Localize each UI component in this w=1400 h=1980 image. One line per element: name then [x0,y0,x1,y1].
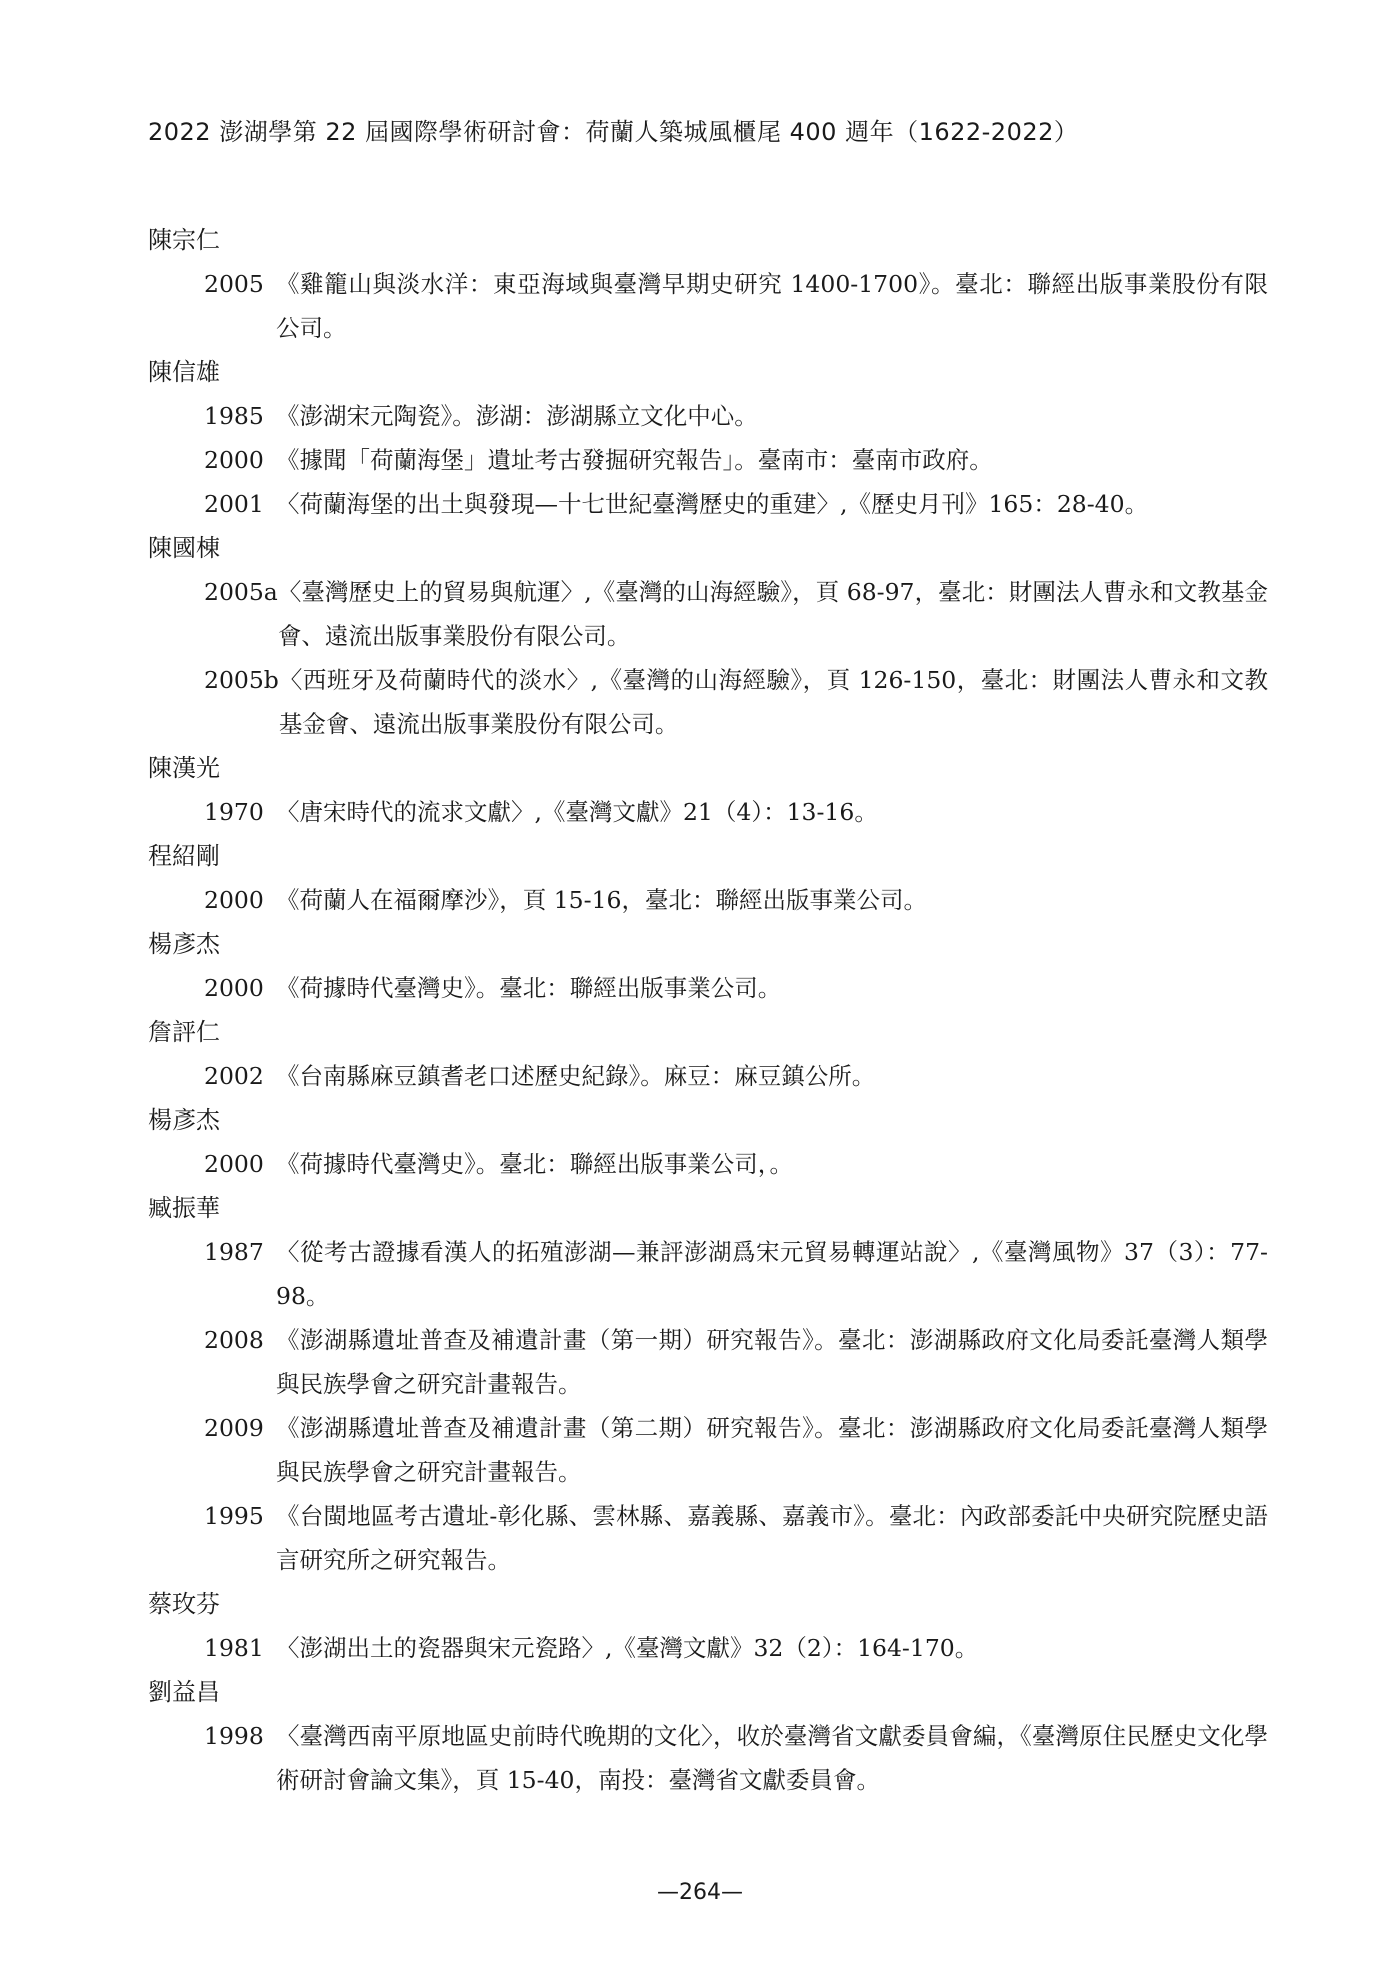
reference-author: 陳信雄 [148,358,220,386]
reference-list [148,218,1268,1802]
reference-text: 《澎湖宋元陶瓷》。澎湖：澎湖縣立文化中心。 [276,402,758,430]
reference-text: 《荷蘭人在福爾摩沙》，頁 15-16，臺北：聯經出版事業公司。 [276,886,927,914]
reference-year: 2009 [204,1414,264,1442]
reference-text: 《雞籠山與淡水洋：東亞海域與臺灣早期史研究 1400-1700》。臺北：聯經出版事業股份有限公司。 [276,270,1268,342]
reference-text: 《台南縣麻豆鎮耆老口述歷史紀錄》。麻豆：麻豆鎮公所。 [276,1062,876,1090]
reference-entry [204,1318,1268,1406]
reference-author: 詹評仁 [148,1018,220,1046]
reference-year: 1985 [204,402,264,430]
reference-year: 2000 [204,886,264,914]
reference-year: 2000 [204,974,264,1002]
reference-author: 劉益昌 [148,1678,220,1706]
reference-year: 2008 [204,1326,264,1354]
reference-author: 楊彥杰 [148,930,220,958]
reference-author: 陳國棟 [148,534,220,562]
reference-entry [204,658,1268,746]
reference-entry [204,1230,1268,1318]
reference-author: 臧振華 [148,1194,220,1222]
reference-entry [204,966,1268,1010]
reference-year: 2000 [204,446,264,474]
reference-text: 《荷據時代臺灣史》。臺北：聯經出版事業公司，。 [276,1150,793,1178]
reference-entry [204,438,1268,482]
reference-text: 《澎湖縣遺址普查及補遺計畫（第一期）研究報告》。臺北：澎湖縣政府文化局委託臺灣人類學與民族學會之研究計畫報告。 [276,1326,1268,1398]
reference-year: 1987 [204,1238,264,1266]
reference-author: 程紹剛 [148,842,220,870]
running-header: 2022 澎湖學第 22 屆國際學術研討會：荷蘭人築城風櫃尾 400 週年（1622-2022） [148,118,1079,146]
reference-entry [204,1714,1268,1802]
page-number: —264— [657,1880,743,1905]
reference-text: 〈荷蘭海堡的出土與發現—十七世紀臺灣歷史的重建〉,《歷史月刊》165：28-40。 [276,490,1149,518]
reference-year: 2005a [204,578,278,606]
reference-year: 2005 [204,270,264,298]
reference-year: 2002 [204,1062,264,1090]
reference-entry [204,1142,1268,1186]
reference-year: 1981 [204,1634,264,1662]
reference-text: 《據聞「荷蘭海堡」遺址考古發掘研究報告」。臺南市：臺南市政府。 [276,446,993,474]
reference-entry [204,1494,1268,1582]
reference-author: 陳宗仁 [148,226,220,254]
reference-author: 陳漢光 [148,754,220,782]
reference-entry [204,878,1268,922]
reference-entry [204,262,1268,350]
reference-entry [204,790,1268,834]
reference-year: 2001 [204,490,264,518]
reference-entry [204,394,1268,438]
reference-entry [204,1626,1268,1670]
reference-author: 楊彥杰 [148,1106,220,1134]
reference-year: 1970 [204,798,264,826]
reference-entry [204,1406,1268,1494]
reference-text: 《台閩地區考古遺址-彰化縣、雲林縣、嘉義縣、嘉義市》。臺北：內政部委託中央研究院歷史語言研究所之研究報告。 [276,1502,1268,1574]
reference-text: 〈臺灣西南平原地區史前時代晚期的文化〉，收於臺灣省文獻委員會編，《臺灣原住民歷史文化學術研討會論文集》，頁 15-40，南投：臺灣省文獻委員會。 [276,1722,1268,1794]
reference-entry [204,1054,1268,1098]
reference-text: 〈澎湖出土的瓷器與宋元瓷路〉,《臺灣文獻》32（2）：164-170。 [276,1634,979,1662]
reference-text: 《澎湖縣遺址普查及補遺計畫（第二期）研究報告》。臺北：澎湖縣政府文化局委託臺灣人類學與民族學會之研究計畫報告。 [276,1414,1268,1486]
reference-text: 〈西班牙及荷蘭時代的淡水〉,《臺灣的山海經驗》，頁 126-150，臺北：財團法人曹永和文教基金會、遠流出版事業股份有限公司。 [278,666,1268,738]
reference-entry [204,482,1268,526]
reference-text: 〈臺灣歷史上的貿易與航運〉,《臺灣的山海經驗》，頁 68-97，臺北：財團法人曹永和文教基金會、遠流出版事業股份有限公司。 [277,578,1268,650]
reference-year: 1998 [204,1722,264,1750]
reference-year: 2005b [204,666,279,694]
reference-entry [204,570,1268,658]
reference-year: 2000 [204,1150,264,1178]
reference-author: 蔡玫芬 [148,1590,220,1618]
reference-text: 〈唐宋時代的流求文獻〉,《臺灣文獻》21（4）：13-16。 [276,798,878,826]
reference-text: 〈從考古證據看漢人的拓殖澎湖—兼評澎湖爲宋元貿易轉運站說〉,《臺灣風物》37（3）：77-98。 [276,1238,1268,1310]
reference-year: 1995 [204,1502,264,1530]
reference-text: 《荷據時代臺灣史》。臺北：聯經出版事業公司。 [276,974,782,1002]
